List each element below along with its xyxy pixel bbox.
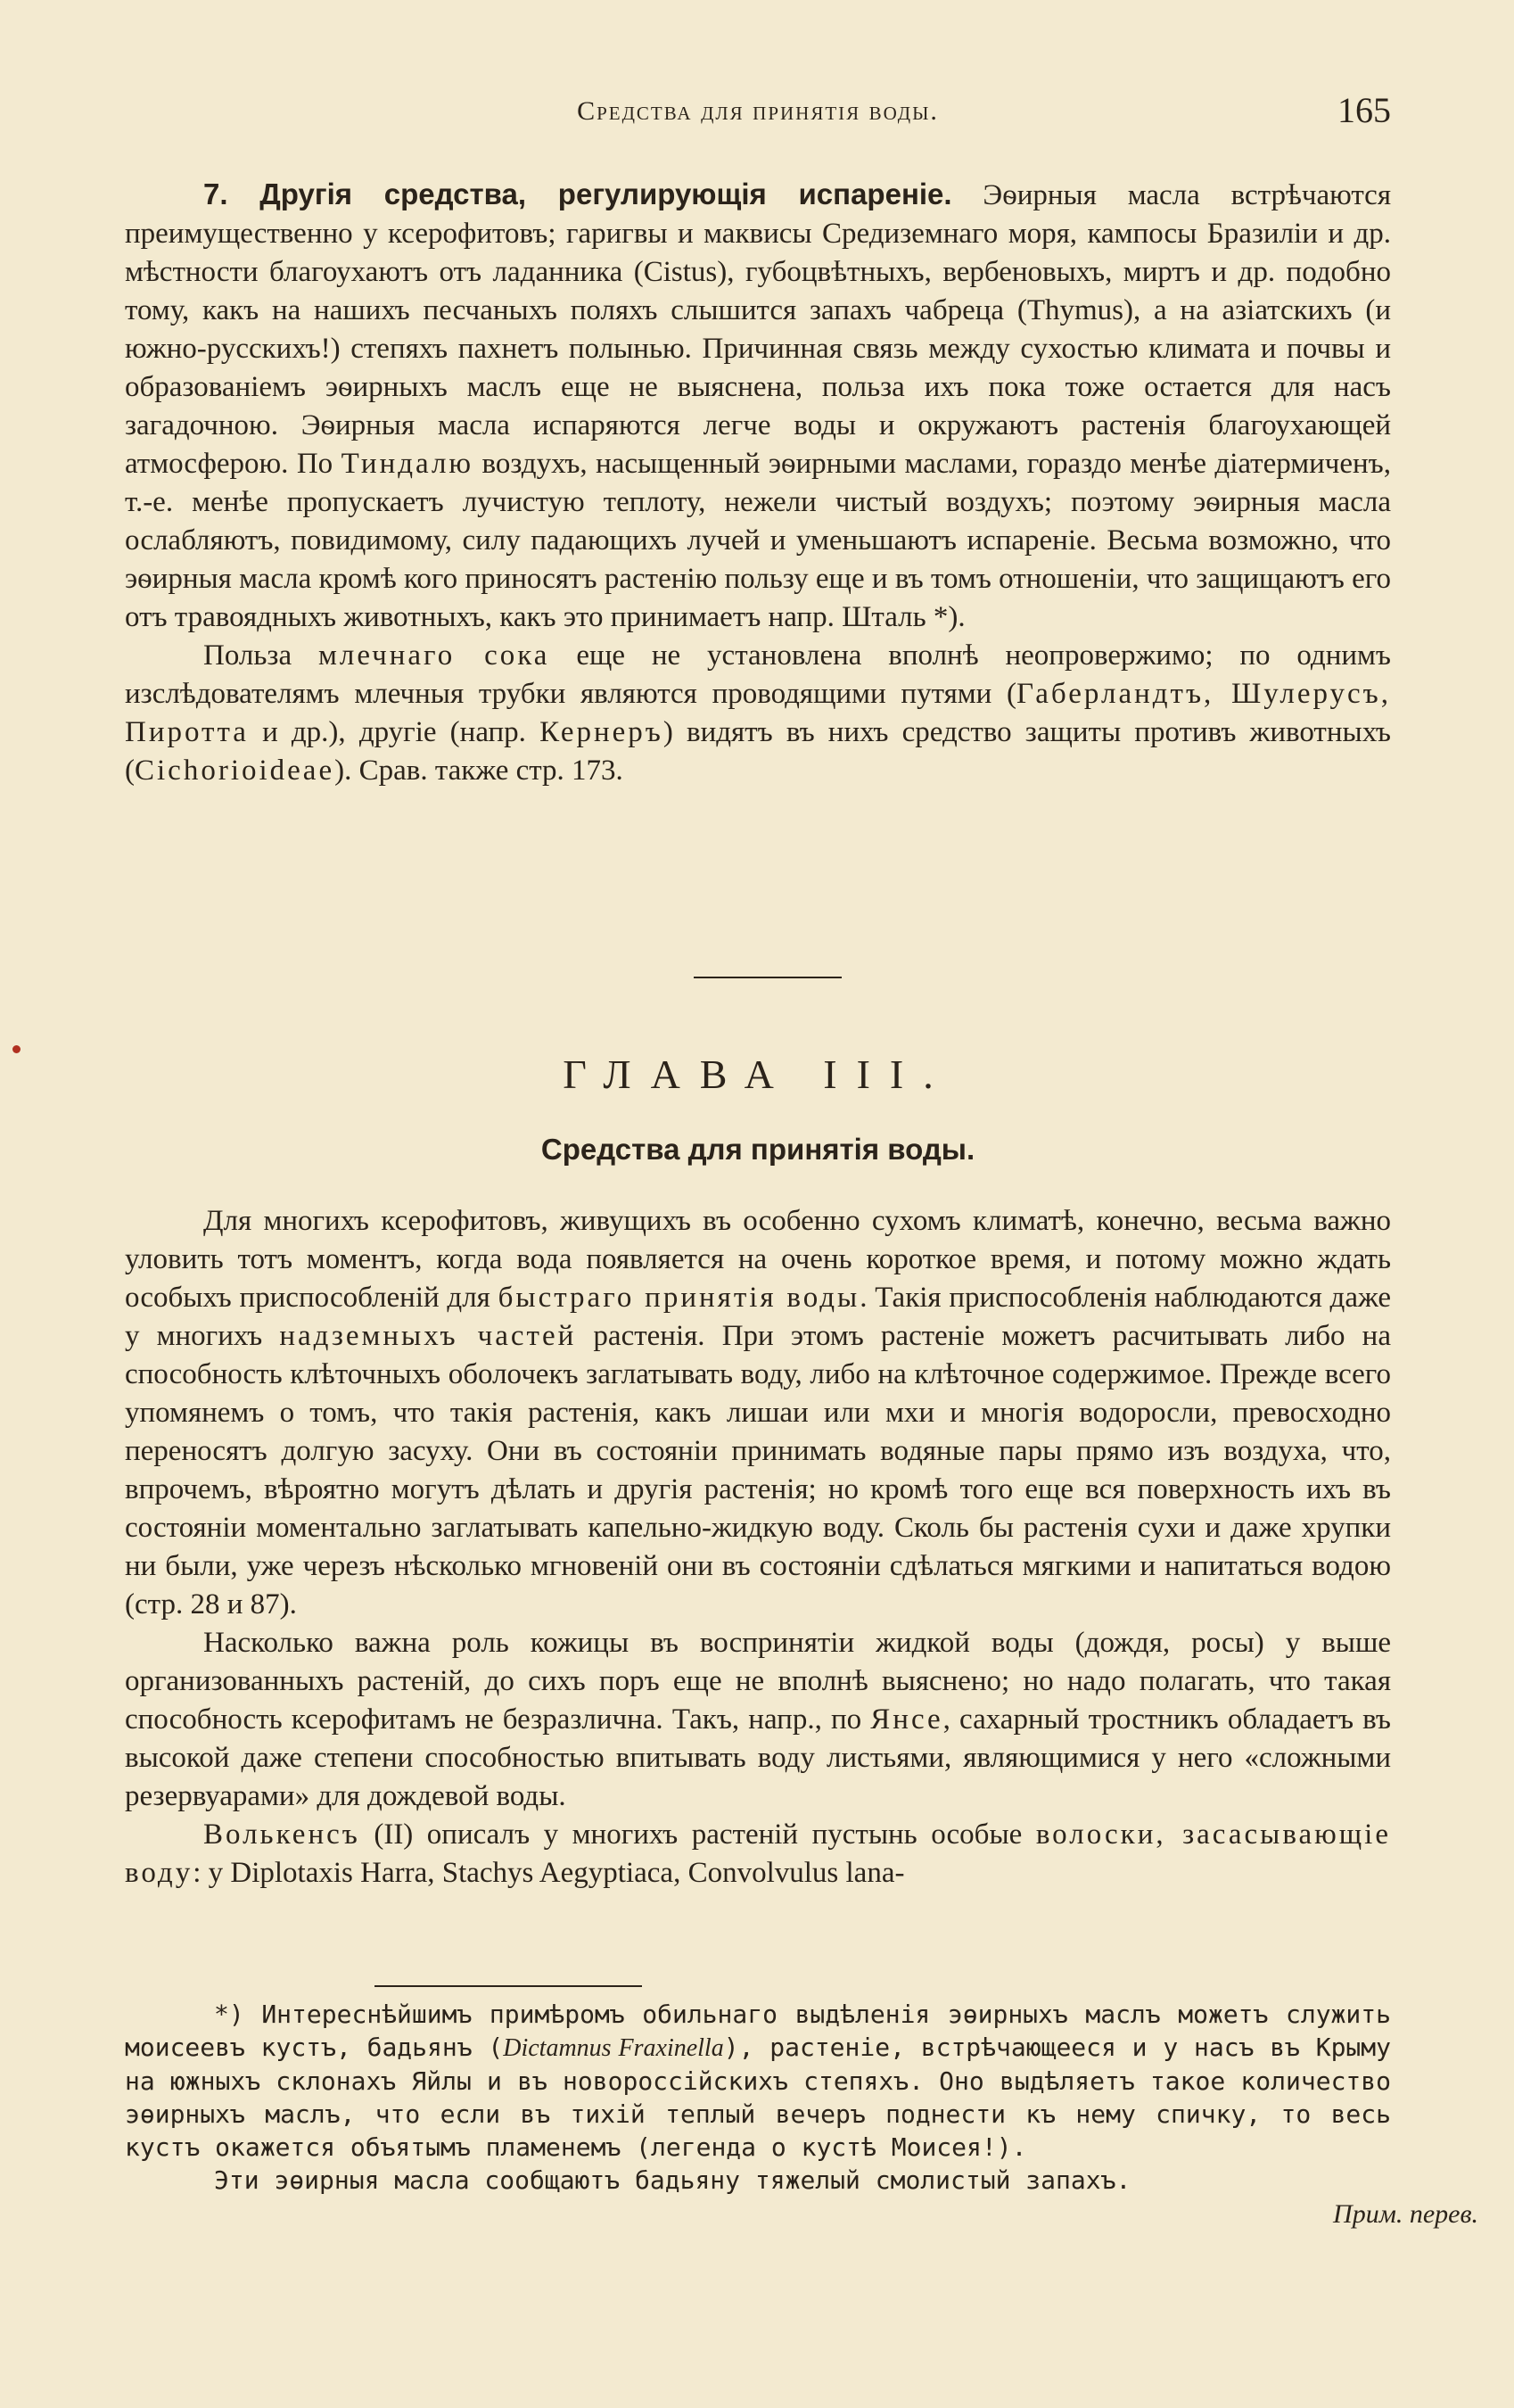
name-tyndall: Тиндалю (341, 448, 474, 480)
section-7-body (125, 175, 1391, 790)
text-run: воздухъ, насыщенный эѳирными маслами, гораздо менѣе діатермиченъ, т.-е. менѣе пропускаетъ лучистую теплоту, нежели чистый воздухъ; поэтому эѳирныя масла ослабляютъ, повидимому, силу падающихъ лучей и уменьшаютъ испареніе. Весьма возможно, что эѳирныя масла кромѣ кого приносятъ растенію пользу еще и въ томъ отношеніи, что защищаютъ его отъ травоядныхъ животныхъ, какъ это принимаетъ напр. Шталь *). (125, 448, 1391, 633)
text-run: (II) описалъ у многихъ растеній пустынь особые (359, 1818, 1036, 1851)
footnote-paragraph-2: Эти эѳирныя масла сообщаютъ бадьяну тяжелый смолистый запахъ. (214, 2165, 1131, 2195)
family-name: Cichorioideae (135, 755, 335, 787)
chapter-body (125, 1202, 1391, 1893)
paragraph-latex (125, 637, 1391, 790)
term-latex: млечнаго сока (317, 639, 550, 672)
term-hairs: волоски, засасывающіе воду (125, 1818, 1391, 1889)
term-aerial-parts: надземныхъ частей (279, 1320, 577, 1352)
ink-spot (12, 1045, 21, 1053)
translator-note-signature: Прим. перев. (1333, 2199, 1478, 2229)
running-header (125, 89, 1391, 143)
text-run: : у Diplotaxis Harra, Stachys Aegyptiaca, Convolvulus lana- (193, 1857, 905, 1889)
text-run: ), растеніе, встрѣчающееся и у насъ въ Крыму на южныхъ склонахъ Яйлы и въ новороссійскихъ степяхъ. Оно выдѣляетъ такое количество эѳирныхъ маслъ, что если въ тихій теплый вечеръ поднести къ нему спичку, то весь кустъ окажется объятымъ пламенемъ (легенда о кустѣ Моисея!). (125, 2033, 1391, 2162)
section-7-heading: 7. Другія средства, регулирующія испареніе. (203, 177, 952, 210)
text-run: Польза (203, 639, 318, 672)
text-run: ) видятъ въ нихъ средство защиты противъ животныхъ ( (125, 716, 1391, 787)
section-divider (694, 977, 842, 978)
species-name: Dictamnus Fraxinella (503, 2034, 724, 2062)
footnote-paragraph (125, 1998, 1391, 2164)
name-volkens: Волькенсъ (203, 1818, 360, 1851)
running-title: Средства для принятія воды. (577, 96, 939, 126)
text-run: . Такія приспособленія наблюдаются даже у многихъ (125, 1282, 1392, 1352)
name-janse: Янсе (870, 1703, 943, 1736)
text-run: ). Срав. также стр. 173. (334, 755, 623, 787)
footnote (125, 1998, 1391, 2197)
paragraph-volkens (125, 1816, 1391, 1893)
text-run: Для многихъ ксерофитовъ, живущихъ въ особенно сухомъ климатѣ, конечно, весьма важно уловить тотъ моментъ, когда вода появляется на очень короткое время, и потому можно ждать особыхъ приспособленій для (125, 1205, 1391, 1314)
name-kerner: Кернеръ (539, 716, 663, 748)
chapter-subtitle: Средства для принятія воды. (540, 1133, 975, 1166)
term-rapid-uptake: быстраго принятія воды (498, 1282, 860, 1314)
footnote-rule (374, 1985, 642, 1987)
text-run: и др.), другіе (напр. (248, 716, 540, 748)
text-run: растенія. При этомъ растеніе можетъ расчитывать либо на способность клѣточныхъ оболочекъ заглатывать воду, либо на клѣточное содержимое. Прежде всего упомянемъ о томъ, что такія растенія, какъ лишаи или мхи и многія водоросли, превосходно переносятъ долгую засуху. Они въ состояніи принимать водяные пары прямо изъ воздуха, что, впрочемъ, вѣроятно могутъ дѣлать и другія растенія; но кромѣ того еще вся поверхность ихъ въ состояніи моментально заглатывать капельно-жидкую воду. Сколь бы растенія сухи и даже хрупки ни были, уже черезъ нѣсколько мгновеній они въ состояніи сдѣлаться мягкими и напитаться водою (стр. 28 и 87). (125, 1320, 1391, 1620)
names-researchers: Габерландтъ, Шулерусъ, Пиротта (125, 678, 1391, 748)
text-run: Эѳирныя масла встрѣчаются преимущественно у ксерофитовъ; гаригвы и маквисы Средиземнаго моря, кампосы Бразиліи и др. мѣстности благоухаютъ отъ ладанника (Cistus), губоцвѣтныхъ, вербеновыхъ, миртъ и др. подобно тому, какъ на нашихъ песчаныхъ поляхъ слышится запахъ чабреца (Thymus), а на азіатскихъ (и южно-русскихъ!) степяхъ пахнетъ полынью. Причинная связь между сухостью климата и почвы и образованіемъ эѳирныхъ маслъ еще не выяснена, польза ихъ пока тоже остается для насъ загадочною. Эѳирныя масла испаряются легче воды и окружаютъ растенія благоухающей атмосферою. По (125, 179, 1392, 480)
page-number: 165 (1337, 90, 1391, 130)
paragraph-essential-oils (125, 175, 1391, 637)
paragraph-epidermis (125, 1624, 1391, 1816)
text-run: Насколько важна роль кожицы въ воспринятіи жидкой воды (дождя, росы) у выше организованныхъ растеній, до сихъ поръ еще не вполнѣ выяснено; но надо полагать, что такая способность ксерофитамъ не безразлична. Такъ, напр., по (125, 1627, 1391, 1736)
paragraph-water-uptake (125, 1202, 1391, 1624)
text-run: *) Интереснѣйшимъ примѣромъ обильнаго выдѣленія эѳирныхъ маслъ можетъ служить моисеевъ кустъ, бадьянъ ( (125, 2000, 1391, 2062)
chapter-title: ГЛАВА III. (563, 1051, 953, 1097)
text-run: еще не установлена вполнѣ неопровержимо; по однимъ изслѣдователямъ млечныя трубки являются проводящими путями ( (125, 639, 1391, 710)
text-run: , сахарный тростникъ обладаетъ въ высокой даже степени способностью впитывать воду листьями, являющимися у него «сложными резервуарами» для дождевой воды. (125, 1703, 1391, 1812)
